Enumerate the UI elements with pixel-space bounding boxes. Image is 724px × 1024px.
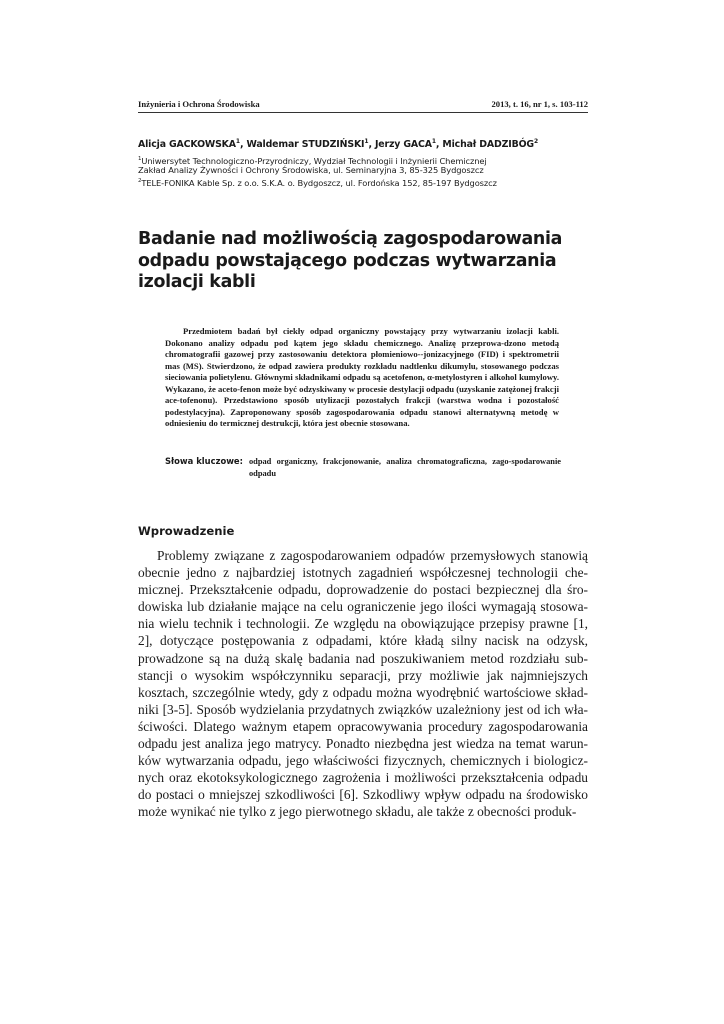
title-line: odpadu powstającego podczas wytwarzania: [138, 250, 557, 271]
journal-name: Inżynieria i Ochrona Środowiska: [138, 99, 260, 109]
author-list: Alicja GACKOWSKA$^1$, Waldemar STUDZIŃSKI$^1$, Jerzy GACA$^1$, Michał DADZIBÓG$^2$: [138, 138, 538, 151]
affiliation-line: Uniwersytet Technologiczno-Przyrodniczy, Wydział Technologii i Inżynierii Chemicznej: [141, 155, 487, 166]
author-affil-mark: 1: [364, 138, 369, 145]
author-affil-mark: 2: [533, 138, 538, 145]
title-line: Badanie nad możliwością zagospodarowania: [138, 229, 563, 249]
citation-info: 2013, t. 16, nr 1, s. 103-112: [491, 99, 588, 109]
affiliation-mark: 1: [138, 156, 142, 162]
author-affil-mark: 1: [431, 138, 436, 145]
author: Michał DADZIBÓG: [442, 139, 534, 151]
keywords-text: odpad organiczny, frakcjonowanie, analiza chromatograficzna, zago-spodarowanie odpadu: [248, 457, 561, 478]
keywords: [165, 456, 561, 479]
abstract: Przedmiotem badań był ciekły odpad organiczny powstający przy wytwarzaniu izolacji kabli. Dokonano analizy odpadu pod kątem jego składu chemicznego. Analizę przeprowa-dzono metodą chromatografii gazowej przy zastosowaniu detektora płomieniowo--jonizacyjnego (FID) i spektrometrii mas (MS). Stwierdzono, że odpad zawiera produkty rozkładu nadtlenku dikumylu, stosowanego podczas sieciowania polietylenu. Głównymi składnikami odpadu są acetofenon, α-metylostyren i alkohol kumylowy. Wykazano, że aceto-fenon może być odzyskiwany w procesie destylacji odpadu (uzyskanie zatężonej frakcji ace-tofenonu). Przedstawiono sposób utylizacji pozostałych frakcji (warstwa wodna i pozostałość podestylacyjna). Zaproponowany sposób zagospodarowania odpadu stanowi alternatywną metodę w odniesieniu do termicznej destrukcji, która jest obecnie stosowana.: [165, 326, 559, 428]
author: Waldemar STUDZIŃSKI: [246, 139, 365, 151]
running-header: [138, 99, 588, 113]
keywords-label: Słowa kluczowe:: [165, 456, 243, 466]
affiliation-line: TELE-FONIKA Kable Sp. z o.o. S.K.A. o. Bydgoszcz, ul. Fordońska 152, 85-197 Bydgoszcz: [141, 177, 497, 188]
affiliation-1-cont: [138, 165, 598, 176]
affiliation-line: Zakład Analizy Żywności i Ochrony Środowiska, ul. Seminaryjna 3, 85-325 Bydgoszcz: [138, 165, 484, 175]
author: Alicja GACKOWSKA: [138, 139, 236, 151]
title-line: izolacji kabli: [138, 272, 256, 292]
paper-title: [138, 229, 578, 294]
affiliation-2: [138, 176, 598, 189]
body-paragraph: Problemy związane z zagospodarowaniem odpadów przemysłowych stanowią obecnie jedno z najbardziej istotnych zagadnień współczesnej technologii che-micznej. Przekształcenie odpadu, doprowadzenie do postaci bezpiecznej dla śro-dowiska lub działanie mające na celu ograniczenie jego ilości wymagają stosowa-nia wielu technik i technologii. Ze względu na obowiązujące przepisy prawne [1, 2], dotyczące postępowania z odpadami, które kładą silny nacisk na odzysk, prowadzone są na dużą skalę badania nad poszukiwaniem metod rozdziału sub-stancji o wysokim współczynniku separacji, przy możliwie jak najmniejszych kosztach, szczególnie wtedy, gdy z odpadu można wyodrębnić wartościowe skład-niki [3-5]. Sposób wydzielania przydatnych związków uzależniony jest od ich wła-ściwości. Dlatego ważnym etapem opracowywania procedury zagospodarowania odpadu jest analiza jego matrycy. Ponadto niezbędna jest wiedza na temat warun-ków wytwarzania odpadu, jego właściwości fizycznych, chemicznych i biologicz-nych oraz ekotoksykologicznego zagrożenia i możliwości przekształcenia odpadu do postaci o mniejszej szkodliwości [6]. Szkodliwy wpływ odpadu na środowisko może wynikać nie tylko z jego pierwotnego składu, ale także z obecności produk-: [138, 548, 588, 820]
affiliation-mark: 2: [138, 178, 142, 184]
author: Jerzy GACA: [374, 139, 432, 151]
author-affil-mark: 1: [235, 138, 240, 145]
section-heading: Wprowadzenie: [138, 524, 235, 538]
